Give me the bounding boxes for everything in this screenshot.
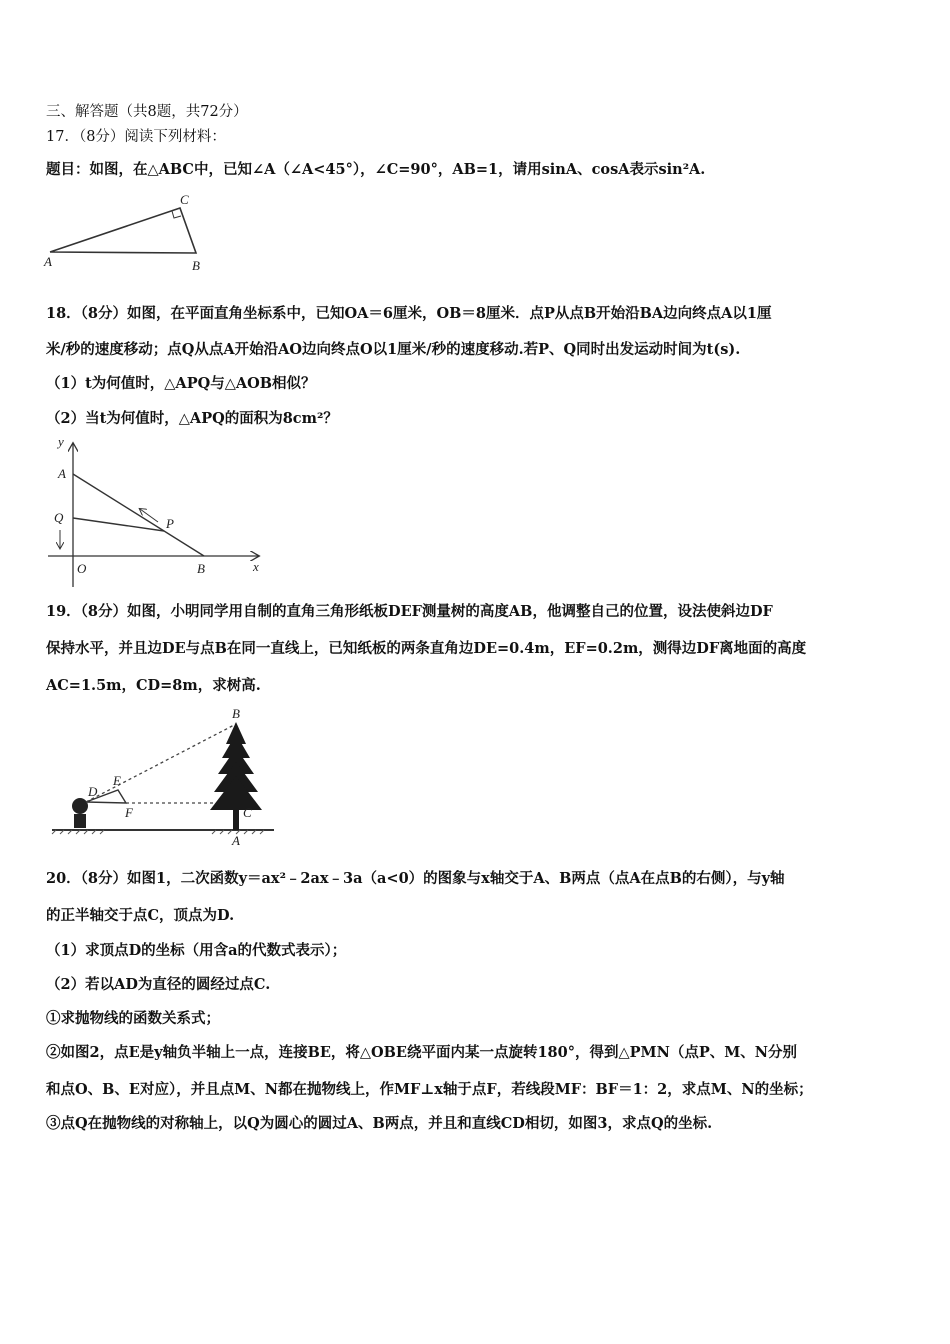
q18-part2: （2）当t为何值时，△APQ的面积为8cm²？: [46, 410, 338, 427]
q18-line1: 18．（8分）如图，在平面直角坐标系中，已知OA＝6厘米，OB＝8厘米．点P从点B开始沿BA边向终点A以1厘: [46, 305, 772, 322]
q20-sub3: ③点Q在抛物线的对称轴上，以Q为圆心的圆过A、B两点，并且和直线CD相切，如图3，求点Q的坐标.: [46, 1115, 713, 1132]
q20-part1: （1）求顶点D的坐标（用含a的代数式表示）；: [46, 942, 347, 959]
q20-sub1: ①求抛物线的函数关系式；: [46, 1010, 220, 1027]
q17-body: 题目：如图，在△ABC中，已知∠A（∠A<45°），∠C=90°，AB=1，请用sinA、cosA表示sin²A.: [46, 161, 706, 178]
q19-tree-figure: [46, 706, 286, 846]
label-b: B: [232, 706, 240, 721]
label-q: Q: [54, 510, 64, 525]
label-d: D: [88, 784, 98, 799]
q20-line1: 20．（8分）如图1，二次函数y＝ax²﹣2ax﹣3a（a<0）的图象与x轴交于A、B两点（点A在点B的右侧），与y轴: [46, 870, 785, 887]
q20-part2: （2）若以AD为直径的圆经过点C.: [46, 976, 271, 993]
section-title: 三、解答题（共8题，共72分）: [46, 104, 248, 120]
label-y: y: [58, 434, 64, 449]
q18-line2: 米/秒的速度移动；点Q从点A开始沿AO边向终点O以1厘米/秒的速度移动.若P、Q同时出发运动时间为t(s).: [46, 341, 741, 358]
q18-part1: （1）t为何值时，△APQ与△AOB相似？: [46, 375, 316, 392]
segment-qp: [73, 518, 164, 531]
q19-line3: AC=1.5m，CD=8m，求树高.: [46, 677, 261, 694]
label-e: E: [113, 773, 121, 788]
q17-triangle-figure: [40, 190, 220, 280]
label-a: A: [58, 466, 66, 481]
label-b: B: [197, 561, 205, 576]
label-f: F: [125, 805, 133, 820]
triangle-abc: [50, 208, 196, 253]
q20-sub2b: 和点O、B、E对应），并且点M、N都在抛物线上，作MF⊥x轴于点F，若线段MF：BF＝1：2，求点M、N的坐标；: [46, 1081, 813, 1098]
label-x: x: [253, 559, 259, 574]
label-p: P: [166, 516, 174, 531]
label-c: C: [243, 805, 252, 820]
q17-header: 17．（8分）阅读下列材料：: [46, 129, 226, 145]
segment-ab: [73, 474, 204, 556]
right-angle-mark: [172, 211, 181, 218]
label-c: C: [180, 192, 189, 207]
direction-arrow-p: [140, 509, 158, 522]
q19-line2: 保持水平，并且边DE与点B在同一直线上，已知纸板的两条直角边DE=0.4m，EF=0.2m，测得边DF离地面的高度: [46, 640, 807, 657]
q20-sub2a: ②如图2，点E是y轴负半轴上一点，连接BE，将△OBE绕平面内某一点旋转180°，得到△PMN（点P、M、N分别: [46, 1044, 798, 1061]
label-o: O: [77, 561, 87, 576]
label-a: A: [232, 833, 240, 848]
q18-coordinate-figure: [44, 432, 284, 592]
q19-line1: 19．（8分）如图，小明同学用自制的直角三角形纸板DEF测量树的高度AB，他调整自己的位置，设法使斜边DF: [46, 603, 773, 620]
tree-icon: [210, 722, 262, 830]
label-b: B: [192, 258, 200, 273]
person: [72, 798, 88, 828]
label-a: A: [44, 254, 52, 269]
sight-line-de: [86, 724, 236, 802]
q20-line2: 的正半轴交于点C，顶点为D.: [46, 907, 235, 924]
